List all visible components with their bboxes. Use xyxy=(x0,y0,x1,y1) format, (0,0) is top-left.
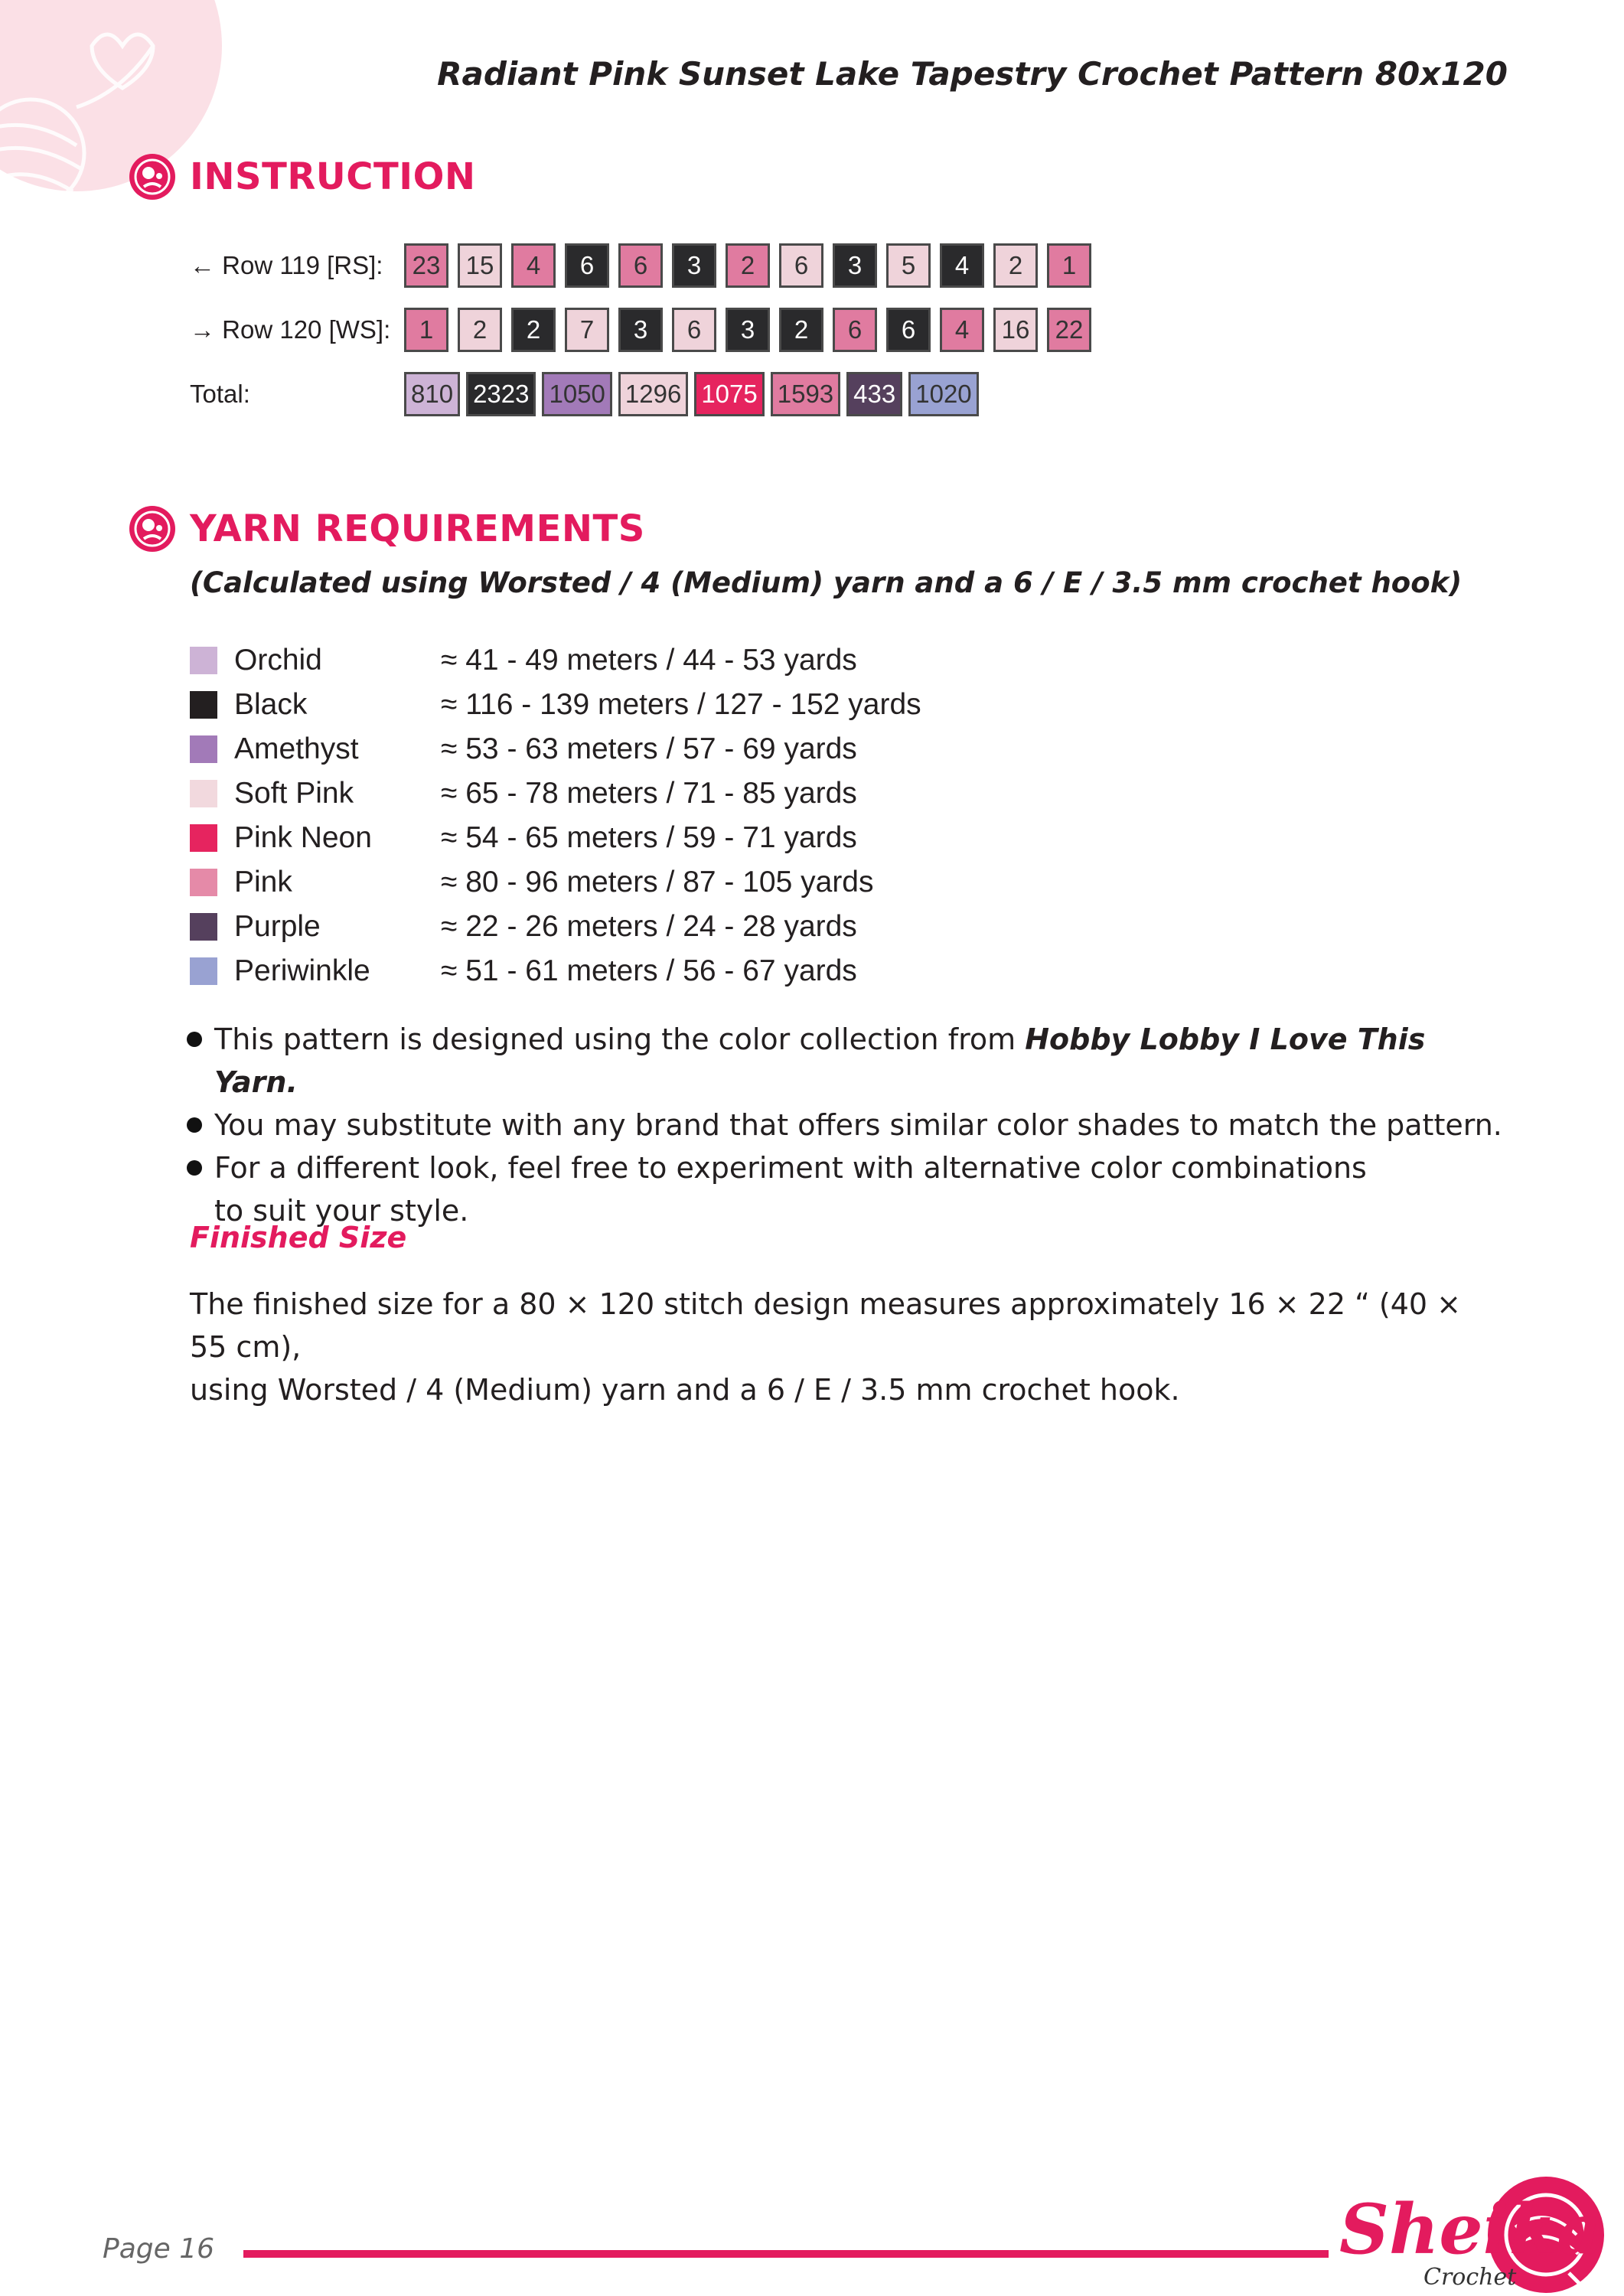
list-item xyxy=(184,1018,1508,1104)
yarn-color-name: Purple xyxy=(234,910,321,943)
yarn-amount: ≈ 54 - 65 meters / 59 - 71 yards xyxy=(441,821,857,854)
row-label: → Row 120 [WS]: xyxy=(190,315,391,344)
yarn-color-name: Periwinkle xyxy=(234,954,370,987)
yarn-item xyxy=(190,905,921,949)
row-119-cells xyxy=(404,243,1101,288)
stitch-count-cell: 2 xyxy=(511,308,556,352)
page-number: Page 16 xyxy=(103,2233,215,2265)
color-swatch xyxy=(190,957,217,985)
yarn-item xyxy=(190,816,921,860)
note-text: This pattern is designed using the color collection from xyxy=(214,1022,1026,1056)
bullet-icon xyxy=(187,1117,202,1133)
stitch-count-cell: 22 xyxy=(1047,308,1091,352)
yarn-color-name: Amethyst xyxy=(234,732,359,765)
yarn-list xyxy=(190,638,921,993)
stitch-count-cell: 1 xyxy=(404,308,448,352)
bullet-icon xyxy=(187,1032,202,1047)
color-swatch xyxy=(190,824,217,852)
note-text: For a different look, feel free to experiment with alternative color combinations xyxy=(214,1151,1367,1185)
yarn-amount: ≈ 80 - 96 meters / 87 - 105 yards xyxy=(441,866,874,899)
yarn-color-name: Orchid xyxy=(234,644,322,677)
yarn-color-name: Soft Pink xyxy=(234,777,354,810)
stitch-count-cell: 2 xyxy=(726,243,770,288)
yarn-requirements-heading xyxy=(129,505,645,553)
section-title: INSTRUCTION xyxy=(190,155,476,198)
instruction-heading xyxy=(129,153,476,201)
logo-text: Sheika xyxy=(1339,2189,1602,2270)
color-swatch xyxy=(190,913,217,941)
stitch-count-cell: 16 xyxy=(993,308,1038,352)
stitch-count-cell: 1296 xyxy=(618,372,688,416)
bullet-icon xyxy=(187,1160,202,1176)
finished-size-text xyxy=(190,1283,1506,1411)
yarn-item xyxy=(190,771,921,816)
note-text: You may substitute with any brand that offers similar color shades to match the pattern. xyxy=(214,1108,1502,1142)
stitch-count-cell: 433 xyxy=(846,372,902,416)
color-swatch xyxy=(190,647,217,674)
section-title: YARN REQUIREMENTS xyxy=(190,507,645,550)
finished-size-line: using Worsted / 4 (Medium) yarn and a 6 / E / 3.5 mm crochet hook. xyxy=(190,1373,1180,1407)
stitch-count-cell: 3 xyxy=(618,308,663,352)
yarn-amount: ≈ 22 - 26 meters / 24 - 28 yards xyxy=(441,910,857,943)
stitch-count-cell: 2 xyxy=(458,308,502,352)
color-swatch xyxy=(190,869,217,896)
yarn-color-name: Pink Neon xyxy=(234,821,372,854)
stitch-count-cell: 4 xyxy=(511,243,556,288)
stitch-count-cell: 5 xyxy=(886,243,931,288)
yarn-item xyxy=(190,638,921,683)
stitch-count-cell: 15 xyxy=(458,243,502,288)
row-label: ← Row 119 [RS]: xyxy=(190,251,383,279)
list-item xyxy=(184,1104,1508,1146)
yarn-item xyxy=(190,949,921,993)
stitch-count-cell: 4 xyxy=(940,243,984,288)
yarn-color-name: Black xyxy=(234,688,308,721)
list-item xyxy=(184,1146,1508,1232)
yarn-amount: ≈ 65 - 78 meters / 71 - 85 yards xyxy=(441,777,857,810)
row-120-cells xyxy=(404,308,1101,352)
stitch-count-cell: 1020 xyxy=(908,372,978,416)
yarn-logo-icon xyxy=(129,505,176,553)
stitch-count-cell: 7 xyxy=(565,308,609,352)
color-swatch xyxy=(190,780,217,807)
yarn-amount: ≈ 41 - 49 meters / 44 - 53 yards xyxy=(441,644,857,677)
stitch-count-cell: 6 xyxy=(565,243,609,288)
finished-size-title: Finished Size xyxy=(190,1221,407,1254)
document-title: Radiant Pink Sunset Lake Tapestry Crochet Pattern 80x120 xyxy=(437,55,1508,93)
stitch-count-cell: 6 xyxy=(779,243,823,288)
color-swatch xyxy=(190,691,217,719)
brand-name: Hobby Lobby I Love This Yarn. xyxy=(214,1022,1426,1099)
logo-subtext: Crochet xyxy=(1423,2264,1517,2291)
row-120 xyxy=(190,308,1101,352)
stitch-count-cell: 3 xyxy=(833,243,877,288)
stitch-count-cell: 1050 xyxy=(542,372,611,416)
stitch-count-cell: 6 xyxy=(672,308,716,352)
yarn-item xyxy=(190,727,921,771)
yarn-item xyxy=(190,683,921,727)
stitch-count-cell: 2 xyxy=(993,243,1038,288)
stitch-count-cell: 6 xyxy=(833,308,877,352)
stitch-count-cell: 810 xyxy=(404,372,460,416)
yarn-logo-icon xyxy=(129,153,176,201)
row-119 xyxy=(190,243,1101,288)
stitch-count-cell: 1 xyxy=(1047,243,1091,288)
yarn-amount: ≈ 53 - 63 meters / 57 - 69 yards xyxy=(441,732,857,765)
note-text: to suit your style. xyxy=(214,1194,469,1228)
yarn-amount: ≈ 116 - 139 meters / 127 - 152 yards xyxy=(441,688,921,721)
stitch-count-cell: 3 xyxy=(672,243,716,288)
stitch-count-cell: 2323 xyxy=(466,372,536,416)
finished-size-line: The finished size for a 80 × 120 stitch design measures approximately 16 × 22 “ (40 × 55 cm), xyxy=(190,1287,1461,1364)
stitch-count-cell: 23 xyxy=(404,243,448,288)
stitch-count-cell: 6 xyxy=(618,243,663,288)
yarn-subtitle: (Calculated using Worsted / 4 (Medium) yarn and a 6 / E / 3.5 mm crochet hook) xyxy=(190,566,1463,599)
stitch-count-cell: 1593 xyxy=(771,372,840,416)
yarn-item xyxy=(190,860,921,905)
total-row xyxy=(190,372,985,416)
stitch-count-cell: 4 xyxy=(940,308,984,352)
notes-list xyxy=(184,1018,1508,1232)
stitch-count-cell: 6 xyxy=(886,308,931,352)
total-label: Total: xyxy=(190,380,250,408)
footer-divider xyxy=(243,2250,1329,2258)
total-cells xyxy=(404,372,985,416)
stitch-count-cell: 3 xyxy=(726,308,770,352)
yarn-amount: ≈ 51 - 61 meters / 56 - 67 yards xyxy=(441,954,857,987)
color-swatch xyxy=(190,735,217,763)
yarn-color-name: Pink xyxy=(234,866,292,899)
stitch-count-cell: 1075 xyxy=(694,372,764,416)
stitch-count-cell: 2 xyxy=(779,308,823,352)
brand-logo xyxy=(1339,2174,1607,2296)
